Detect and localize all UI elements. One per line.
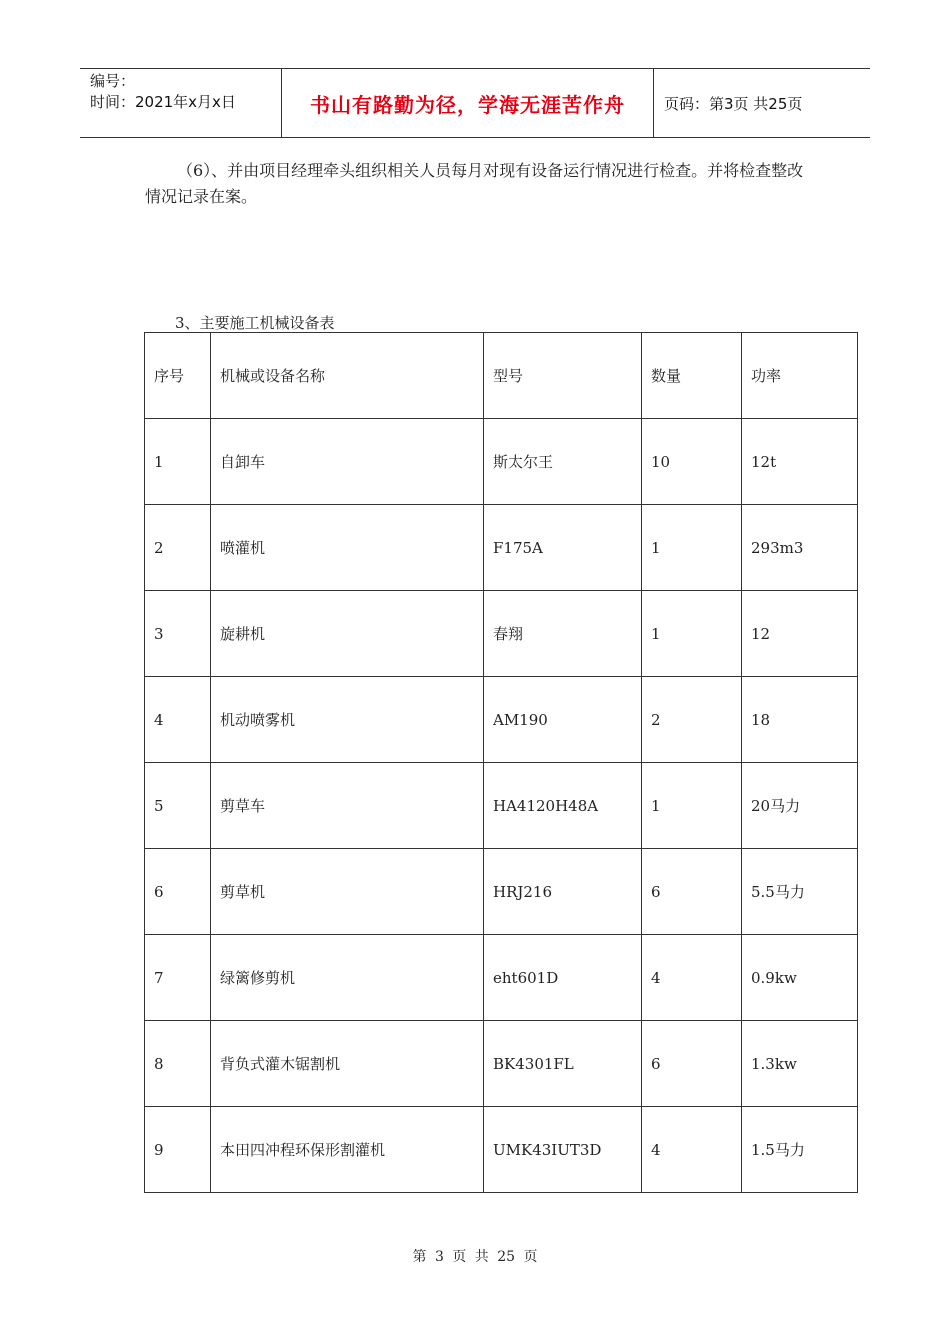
- page-header: [80, 68, 870, 138]
- table-row: [145, 849, 858, 935]
- header-cell-model: 型号: [484, 333, 642, 419]
- table-cell-model: 斯太尔王: [484, 419, 642, 505]
- table-cell-model: UMK43IUT3D: [484, 1107, 642, 1193]
- table-cell-power: 12t: [742, 419, 858, 505]
- table-row: [145, 591, 858, 677]
- table-cell-name: 自卸车: [211, 419, 484, 505]
- table-cell-quantity: 1: [642, 591, 742, 677]
- document-time-label: 时间：2021年x月x日: [90, 93, 236, 111]
- table-cell-quantity: 1: [642, 763, 742, 849]
- table-cell-name: 绿篱修剪机: [211, 935, 484, 1021]
- table-cell-name: 旋耕机: [211, 591, 484, 677]
- table-cell-power: 5.5马力: [742, 849, 858, 935]
- table-cell-quantity: 4: [642, 935, 742, 1021]
- table-cell-index: 9: [145, 1107, 211, 1193]
- table-cell-name: 机动喷雾机: [211, 677, 484, 763]
- table-cell-model: F175A: [484, 505, 642, 591]
- table-row: [145, 505, 858, 591]
- table-row: [145, 763, 858, 849]
- table-cell-index: 3: [145, 591, 211, 677]
- table-cell-name: 剪草机: [211, 849, 484, 935]
- header-cell-name: 机械或设备名称: [211, 333, 484, 419]
- table-cell-index: 4: [145, 677, 211, 763]
- header-cell-index: 序号: [145, 333, 211, 419]
- table-cell-model: eht601D: [484, 935, 642, 1021]
- table-cell-quantity: 6: [642, 1021, 742, 1107]
- table-cell-power: 1.3kw: [742, 1021, 858, 1107]
- table-cell-power: 1.5马力: [742, 1107, 858, 1193]
- document-number-label: 编号：: [90, 72, 136, 90]
- table-caption: 3、主要施工机械设备表: [175, 314, 335, 332]
- table-row: [145, 935, 858, 1021]
- table-cell-index: 1: [145, 419, 211, 505]
- table-cell-power: 0.9kw: [742, 935, 858, 1021]
- header-meta: [80, 69, 282, 137]
- table-cell-quantity: 1: [642, 505, 742, 591]
- table-cell-model: HA4120H48A: [484, 763, 642, 849]
- table-cell-quantity: 6: [642, 849, 742, 935]
- table-cell-quantity: 10: [642, 419, 742, 505]
- table-row: [145, 1107, 858, 1193]
- table-cell-model: 春翔: [484, 591, 642, 677]
- table-cell-power: 18: [742, 677, 858, 763]
- equipment-table: [144, 332, 858, 1193]
- table-cell-name: 本田四冲程环保形割灌机: [211, 1107, 484, 1193]
- table-cell-model: HRJ216: [484, 849, 642, 935]
- table-cell-power: 293m3: [742, 505, 858, 591]
- table-cell-index: 5: [145, 763, 211, 849]
- table-cell-model: AM190: [484, 677, 642, 763]
- table-cell-name: 喷灌机: [211, 505, 484, 591]
- table-cell-model: BK4301FL: [484, 1021, 642, 1107]
- table-cell-name: 剪草车: [211, 763, 484, 849]
- table-cell-index: 2: [145, 505, 211, 591]
- table-cell-quantity: 2: [642, 677, 742, 763]
- table-header-row: [145, 333, 858, 419]
- header-motto: 书山有路勤为径，学海无涯苦作舟: [282, 69, 654, 137]
- table-row: [145, 419, 858, 505]
- table-cell-quantity: 4: [642, 1107, 742, 1193]
- header-cell-quantity: 数量: [642, 333, 742, 419]
- header-cell-power: 功率: [742, 333, 858, 419]
- table-row: [145, 1021, 858, 1107]
- table-cell-index: 6: [145, 849, 211, 935]
- table-cell-power: 20马力: [742, 763, 858, 849]
- table-cell-power: 12: [742, 591, 858, 677]
- table-cell-index: 7: [145, 935, 211, 1021]
- header-page-info: 页码：第3页 共25页: [664, 94, 803, 113]
- table-row: [145, 677, 858, 763]
- table-cell-name: 背负式灌木锯割机: [211, 1021, 484, 1107]
- body-paragraph: （6）、并由项目经理牵头组织相关人员每月对现有设备运行情况进行检查。并将检查整改情况记录在案。: [145, 161, 804, 206]
- page-footer: 第 3 页 共 25 页: [412, 1249, 538, 1265]
- table-cell-index: 8: [145, 1021, 211, 1107]
